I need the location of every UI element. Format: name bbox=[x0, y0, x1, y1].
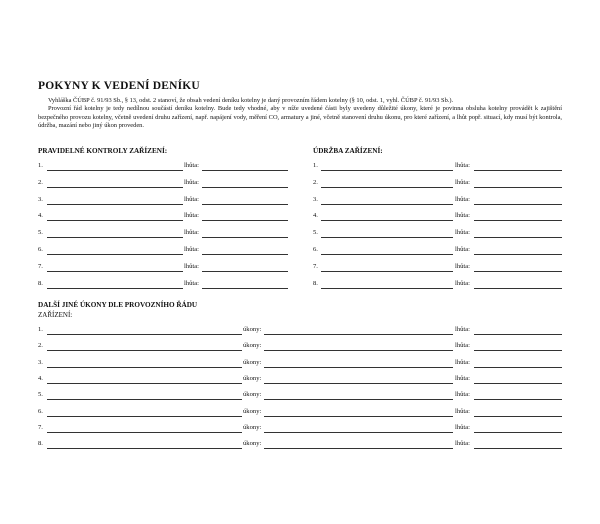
tasks-field[interactable] bbox=[264, 383, 453, 384]
deadline-label: lhůta: bbox=[455, 212, 471, 220]
deadline-field[interactable] bbox=[474, 271, 562, 272]
deadline-label: lhůta: bbox=[455, 326, 471, 333]
tasks-label: úkony: bbox=[243, 391, 262, 399]
intro-text bbox=[38, 97, 562, 131]
equipment-field[interactable] bbox=[47, 334, 242, 335]
row-number: 4. bbox=[38, 212, 43, 220]
deadline-label: lhůta: bbox=[184, 162, 200, 169]
deadline-field[interactable] bbox=[474, 399, 562, 400]
deadline-field[interactable] bbox=[474, 288, 562, 289]
intro-paragraph-1: Vyhláška ČÚBP č. 91/93 Sb., § 13, odst. 2 stanoví, že obsah vedení deníku kotelny je daný provozním řádem kotelny (§ 10, odst. 1, vyhl. ČÚBP č. 91/93 Sb.). bbox=[48, 97, 454, 104]
tasks-field[interactable] bbox=[264, 334, 453, 335]
right_section-row bbox=[0, 196, 600, 206]
deadline-field[interactable] bbox=[474, 237, 562, 238]
row-number: 7. bbox=[38, 423, 43, 431]
bottom-section-row bbox=[0, 326, 600, 336]
tasks-field[interactable] bbox=[264, 350, 453, 351]
deadline-label: lhůta: bbox=[455, 407, 471, 415]
bottom-section-row bbox=[0, 440, 600, 450]
row-number: 6. bbox=[38, 407, 43, 415]
deadline-field[interactable] bbox=[474, 432, 562, 433]
deadline-field[interactable] bbox=[474, 254, 562, 255]
bottom-section-row bbox=[0, 359, 600, 369]
deadline-label: lhůta: bbox=[455, 279, 471, 287]
tasks-label: úkony: bbox=[243, 440, 262, 448]
deadline-field[interactable] bbox=[474, 334, 562, 335]
right_section-row bbox=[0, 229, 600, 239]
bottom-section-subheading: ZAŘÍZENÍ: bbox=[38, 311, 73, 319]
tasks-field[interactable] bbox=[264, 399, 453, 400]
row-number: 7. bbox=[38, 262, 43, 270]
deadline-field[interactable] bbox=[474, 220, 562, 221]
page-title: POKYNY K VEDENÍ DENÍKU bbox=[38, 80, 200, 92]
right_section-row bbox=[0, 212, 600, 222]
deadline-label: lhůta: bbox=[455, 162, 471, 169]
equipment-field[interactable] bbox=[321, 204, 453, 205]
bottom-section-row bbox=[0, 424, 600, 434]
intro-paragraph-2: Provozní řád kotelny je tedy nedílnou součástí deníku kotelny. Bude tedy vhodné, aby v níže uvedené části byly uvedeny důležité úkony, které je povinna obsluha kotelny provádět k zajištění bezpečného provozu kotelny, včetně uvedení druhu zařízení, např. napájení vody, měření CO, armatury a jiné, včetně stanovení druhu úkonu, pro které zařízení, a lhůt popř. situací, kdy musí být kontrola, údržba, mazání nebo jiný úkon proveden. bbox=[38, 105, 562, 130]
equipment-field[interactable] bbox=[321, 271, 453, 272]
deadline-field[interactable] bbox=[474, 448, 562, 449]
equipment-field[interactable] bbox=[321, 220, 453, 221]
deadline-label: lhůta: bbox=[455, 423, 471, 431]
right_section-row bbox=[0, 263, 600, 273]
deadline-field[interactable] bbox=[474, 350, 562, 351]
deadline-label: lhůta: bbox=[184, 262, 200, 270]
tasks-field[interactable] bbox=[264, 432, 453, 433]
equipment-field[interactable] bbox=[47, 448, 242, 449]
row-number: 3. bbox=[313, 195, 318, 203]
row-number: 3. bbox=[38, 195, 43, 203]
deadline-label: lhůta: bbox=[455, 358, 471, 366]
equipment-field[interactable] bbox=[321, 237, 453, 238]
deadline-label: lhůta: bbox=[455, 342, 471, 350]
deadline-field[interactable] bbox=[474, 416, 562, 417]
right_section-row bbox=[0, 179, 600, 189]
equipment-field[interactable] bbox=[47, 367, 242, 368]
deadline-label: lhůta: bbox=[184, 195, 200, 203]
deadline-label: lhůta: bbox=[455, 391, 471, 399]
row-number: 8. bbox=[38, 440, 43, 448]
bottom-section-row bbox=[0, 391, 600, 401]
deadline-label: lhůta: bbox=[455, 262, 471, 270]
equipment-field[interactable] bbox=[321, 187, 453, 188]
deadline-field[interactable] bbox=[474, 170, 562, 171]
right_section-row bbox=[0, 246, 600, 256]
deadline-label: lhůta: bbox=[184, 229, 200, 237]
row-number: 4. bbox=[38, 374, 43, 382]
deadline-label: lhůta: bbox=[455, 178, 471, 186]
deadline-field[interactable] bbox=[474, 187, 562, 188]
deadline-label: lhůta: bbox=[184, 246, 200, 253]
bottom-section-row bbox=[0, 342, 600, 352]
deadline-label: lhůta: bbox=[184, 212, 200, 220]
row-number: 2. bbox=[38, 178, 43, 186]
right-section-heading: ÚDRŽBA ZAŘÍZENÍ: bbox=[313, 147, 383, 155]
bottom-section-row bbox=[0, 408, 600, 418]
row-number: 1. bbox=[38, 162, 43, 169]
tasks-label: úkony: bbox=[243, 407, 262, 415]
row-number: 7. bbox=[313, 262, 318, 270]
row-number: 5. bbox=[38, 391, 43, 399]
deadline-field[interactable] bbox=[474, 367, 562, 368]
row-number: 2. bbox=[313, 178, 318, 186]
row-number: 3. bbox=[38, 358, 43, 366]
tasks-label: úkony: bbox=[243, 326, 262, 333]
tasks-label: úkony: bbox=[243, 342, 262, 350]
deadline-field[interactable] bbox=[474, 383, 562, 384]
row-number: 5. bbox=[313, 229, 318, 237]
tasks-label: úkony: bbox=[243, 358, 262, 366]
row-number: 1. bbox=[38, 326, 43, 333]
equipment-field[interactable] bbox=[47, 383, 242, 384]
row-number: 1. bbox=[313, 162, 318, 169]
right_section-row bbox=[0, 280, 600, 290]
deadline-label: lhůta: bbox=[455, 195, 471, 203]
equipment-field[interactable] bbox=[321, 288, 453, 289]
deadline-label: lhůta: bbox=[184, 279, 200, 287]
row-number: 6. bbox=[313, 246, 318, 253]
tasks-field[interactable] bbox=[264, 416, 453, 417]
right_section-row bbox=[0, 162, 600, 172]
row-number: 5. bbox=[38, 229, 43, 237]
deadline-label: lhůta: bbox=[455, 246, 471, 253]
row-number: 4. bbox=[313, 212, 318, 220]
tasks-label: úkony: bbox=[243, 423, 262, 431]
tasks-field[interactable] bbox=[264, 367, 453, 368]
left-section-heading: PRAVIDELNÉ KONTROLY ZAŘÍZENÍ: bbox=[38, 147, 168, 155]
equipment-field[interactable] bbox=[47, 432, 242, 433]
equipment-field[interactable] bbox=[321, 254, 453, 255]
deadline-label: lhůta: bbox=[184, 178, 200, 186]
tasks-label: úkony: bbox=[243, 374, 262, 382]
bottom-section-heading: DALŠÍ JINÉ ÚKONY DLE PROVOZNÍHO ŘÁDU bbox=[38, 301, 198, 309]
equipment-field[interactable] bbox=[47, 399, 242, 400]
bottom-section-row bbox=[0, 375, 600, 385]
equipment-field[interactable] bbox=[321, 170, 453, 171]
deadline-label: lhůta: bbox=[455, 374, 471, 382]
deadline-label: lhůta: bbox=[455, 440, 471, 448]
deadline-label: lhůta: bbox=[455, 229, 471, 237]
row-number: 8. bbox=[38, 279, 43, 287]
row-number: 8. bbox=[313, 279, 318, 287]
deadline-field[interactable] bbox=[474, 204, 562, 205]
equipment-field[interactable] bbox=[47, 416, 242, 417]
equipment-field[interactable] bbox=[47, 350, 242, 351]
tasks-field[interactable] bbox=[264, 448, 453, 449]
row-number: 2. bbox=[38, 342, 43, 350]
row-number: 6. bbox=[38, 246, 43, 253]
